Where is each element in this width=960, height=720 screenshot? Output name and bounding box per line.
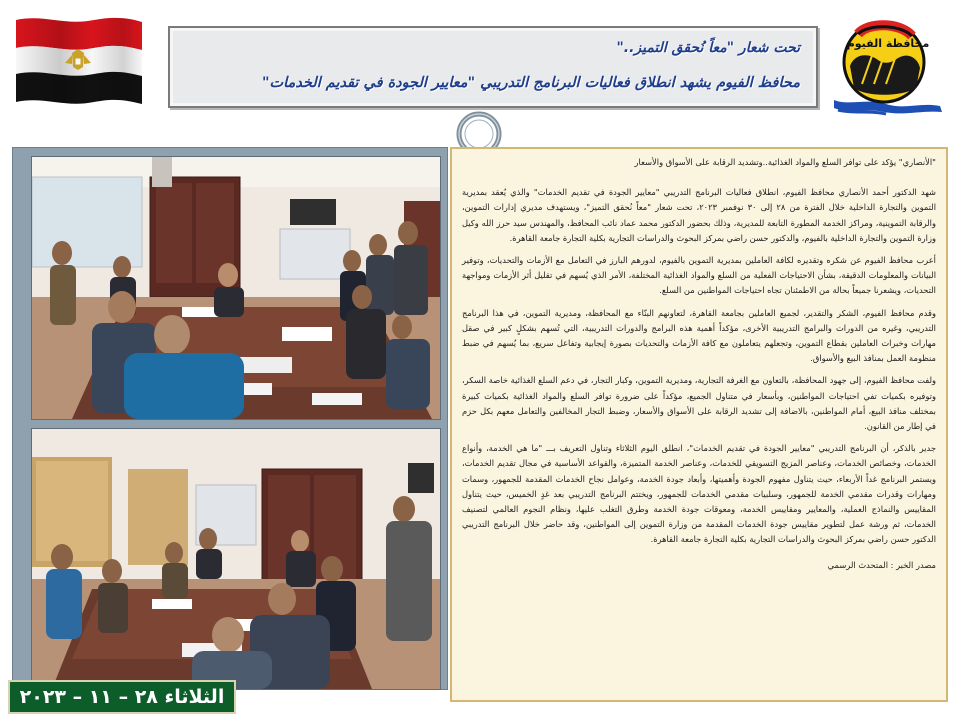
logo-text: محافظة الفيوم <box>846 37 930 50</box>
fayoum-governorate-logo <box>828 14 946 118</box>
article-paragraph: ولفت محافظ الفيوم، إلى جهود المحافظة، بالتعاون مع الغرفة التجارية، ومديرية التموين، وكبار التجار، في دعم السلع الغذائية خاصة السكر، وتوفيره بكميات تفي احتياجات المواطنين، وبأسعار في متناول الجميع، مؤكداً على ضرورة توافر السلع والمواد الغذائية بكميات كبيرة بمختلف منافذ البيع، أمام المواطنين، بالاضافة إلى تشديد الرقابة على الأسواق والأسعار، وضبط التجار المخالفين والتعامل معهم بكل حزم في إطار من القانون. <box>462 375 936 432</box>
meeting-photo-2 <box>31 428 441 690</box>
meeting-photo-1 <box>31 156 441 420</box>
headline-title: محافظ الفيوم يشهد انطلاق فعاليات البرنامج التدريبي "معايير الجودة في تقديم الخدمات" <box>261 75 800 91</box>
egypt-flag <box>14 14 144 110</box>
headline-slogan: تحت شعار "معاً نُحقق التميز.." <box>616 40 800 56</box>
article-paragraph: أعرب محافظ الفيوم عن شكره وتقديره لكافة العاملين بمديرية التموين بالفيوم، لدورهم البارز في التعامل مع الأزمات والتحديات، وتوفير البيانات والمعلومات الدقيقة، بشأن الاحتياجات الفعلية من السلع والمواد الغذائية المختلفة، الأمر الذي يُسهم في تقليل أثر الأزمات ومواجهة التحديات، ويشعرنا جميعاً بحالة من الاطمئنان تجاه احتياجات المواطنين من السلع. <box>462 255 936 296</box>
article-paragraph: وقدم محافظ الفيوم، الشكر والتقدير، لجميع العاملين بجامعة القاهرة، لتعاونهم البنّاء مع المحافظة، ومديرية التموين، في هذا البرنامج التدريبي، وغيره من الدورات والبرامج التدريبية الأخرى، مؤكداً أهمية هذه البرامج والدورات التدريبية، التي تُسهم بشكلٍ كبير في صقل مهارات وخبرات العاملين بقطاع التموين، وتجعلهم يتعاملون مع كافة الأزمات والتحديات بصورة إيجابية وتفاعل سريع، بما يُسهم في ضبط منظومة العمل بمنافذ البيع والأسواق. <box>462 307 936 364</box>
article-paragraph: جدير بالذكر، أن البرنامج التدريبي "معايير الجودة في تقديم الخدمات"، انطلق اليوم الثلاثاء وتناول التعريف بـــ "ما هي الخدمة، وأنواع الخدمات، وخصائص الخدمات، وعناصر المزيج التسويقي للخدمات، وعناصر الخدمة المتميزة، والقواعد الأساسية في مجال تقديم الخدمات، ويستمر البرنامج غداً الأربعاء، حيث يتناول مفهوم الجودة وأهميتها، وأبعاد جودة الخدمة، وعوامل نجاح الخدمات المقدمة للجمهور، وسمات ومهارات وقدرات مقدمي الخدمة للجمهور، وسلبيات مقدمي الخدمات للجمهور، ويختتم البرنامج التدريبي بعد غدٍ الخميس، حيث يتناول المقاييس والنماذج العملية، والمعايير ومقاييس الخدمة، ومعوقات جودة الخدمة وطرق التغلب عليها، ونظام النجوم العالمي لتصنيف الخدمات، ثم ورشة عمل لتطوير مقاييس جودة الخدمات المقدمة من وزارة التموين إلى المواطنين، وقد حاضر خلال البرنامج التدريبي الدكتور حسن راضي بمركز البحوث والدراسات التجارية بكلية التجارة جامعة القاهرة. <box>462 443 936 545</box>
article-panel <box>450 147 948 702</box>
photo-panel <box>12 147 448 690</box>
article-paragraph: شهد الدكتور أحمد الأنصاري محافظ الفيوم، انطلاق فعاليات البرنامج التدريبي "معايير الجودة في تقديم الخدمات" والذي يُعقد بمديرية التموين والتجارة الداخلية خلال الفترة من ٢٨ إلى ٣٠ نوفمبر ٢٠٢٣، تحت شعار "معاً نُحقق التميز"، ويستهدف مديري إدارات التموين، والرقابة التموينية، ومراكز الخدمة المطورة التابعة للمديرية، وذلك بحضور الدكتور محمد عماد نائب المحافظ، والمهندس سيد حرز الله وكيل وزارة التموين والتجارة الداخلية بالفيوم، والدكتور حسن راضي بمركز البحوث والدراسات التجارية بكلية التجارة جامعة القاهرة. <box>462 187 936 243</box>
article-text <box>462 155 936 580</box>
article-source: مصدر الخبر : المتحدث الرسمي <box>827 559 936 570</box>
article-lead: "الأنصاري" يؤكد على توافر السلع والمواد الغذائية..وتشديد الرقابة على الأسواق والأسعار <box>634 157 936 167</box>
headline-box <box>168 26 818 108</box>
date-badge: الثلاثاء ٢٨ – ١١ – ٢٠٢٣ <box>8 680 236 714</box>
